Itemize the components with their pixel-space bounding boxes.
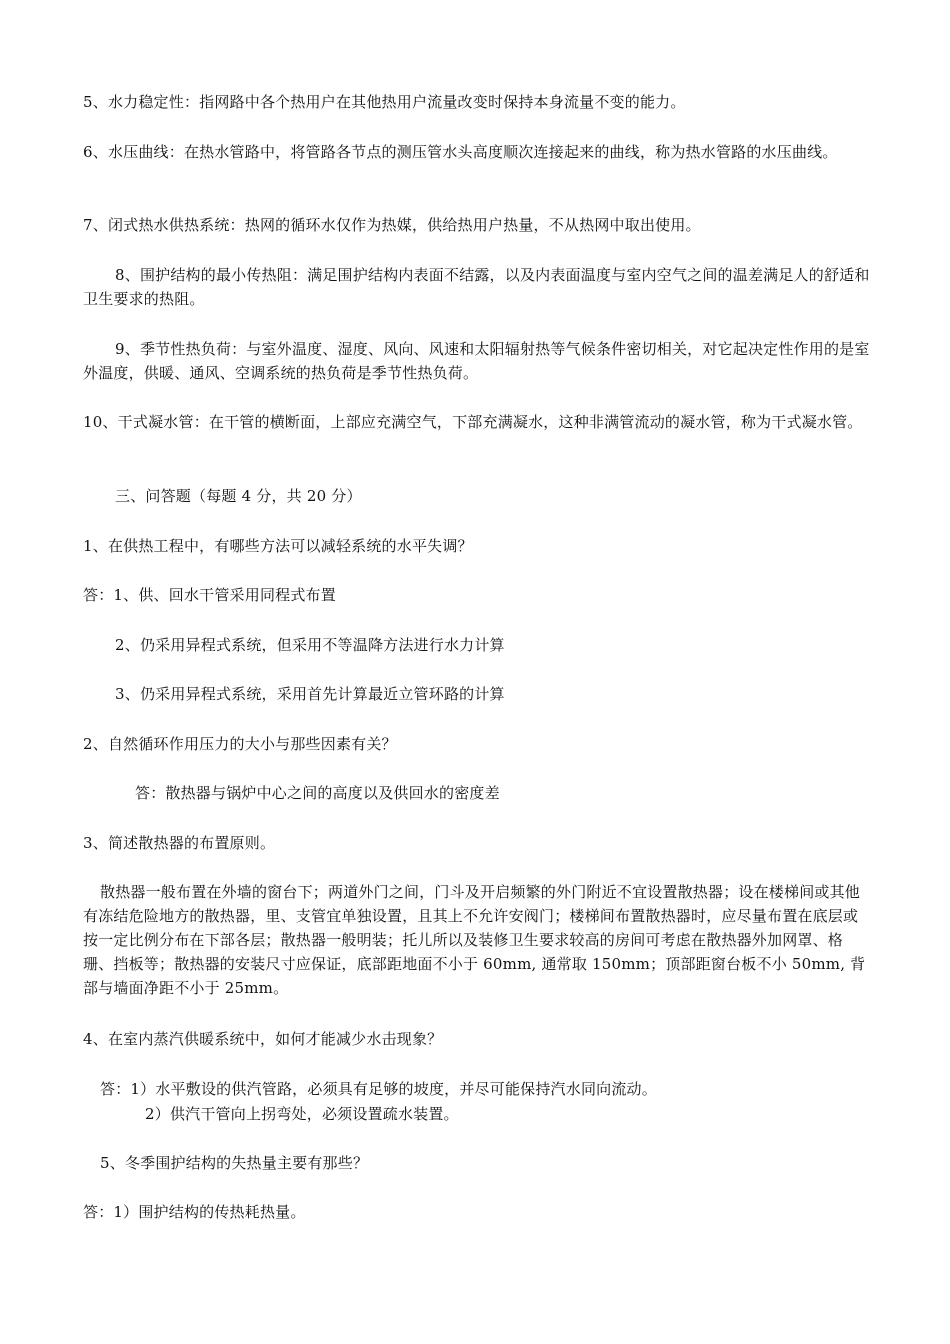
question-1: 1、在供热工程中，有哪些方法可以减轻系统的水平失调？ xyxy=(83,537,473,555)
definition-7: 7、闭式热水供热系统：热网的循环水仅作为热媒，供给热用户热量，不从热网中取出使用。 xyxy=(83,216,701,234)
answer-5-item-1: 答：1）围护结构的传热耗热量。 xyxy=(83,1203,306,1221)
answer-1-item-3: 3、仍采用异程式系统，采用首先计算最近立管环路的计算 xyxy=(115,685,505,703)
answer-3: 散热器一般布置在外墙的窗台下；两道外门之间，门斗及开启频繁的外门附近不宜设置散热器；设在楼梯间或其他有冻结危险地方的散热器，里、支管宜单独设置，且其上不允许安阀门；楼梯间布置散热器时，应尽量布置在底层或按一定比例分布在下部各层；散热器一般明装；托儿所以及装修卫生要求较高的房间可考虑在散热器外加网罩、格珊、挡板等；散热器的安装尺寸应保证，底部距地面不小于 60mm, 通常取 150mm；顶部距窗台板不小 50mm, 背部与墙面净距不小于 25mm。 xyxy=(83,883,866,997)
answer-1-item-2: 2、仍采用异程式系统，但采用不等温降方法进行水力计算 xyxy=(115,636,505,654)
question-4: 4、在室内蒸汽供暖系统中，如何才能减少水击现象？ xyxy=(83,1030,443,1048)
question-3: 3、简述散热器的布置原则。 xyxy=(83,834,276,852)
question-5: 5、冬季围护结构的失热量主要有那些？ xyxy=(100,1154,369,1172)
section-heading: 三、问答题（每题 4 分，共 20 分） xyxy=(115,487,362,505)
question-2: 2、自然循环作用压力的大小与那些因素有关？ xyxy=(83,735,397,753)
answer-4-item-1: 答：1）水平敷设的供汽管路，必须具有足够的坡度，并尽可能保持汽水同向流动。 xyxy=(100,1080,657,1098)
answer-4-item-2: 2）供汽干管向上拐弯处，必须设置疏水装置。 xyxy=(145,1105,459,1123)
definition-5: 5、水力稳定性：指网路中各个热用户在其他热用户流量改变时保持本身流量不变的能力。 xyxy=(83,93,686,111)
definition-10: 10、干式凝水管：在干管的横断面，上部应充满空气，下部充满凝水，这种非满管流动的凝水管，称为干式凝水管。 xyxy=(83,413,863,431)
answer-1-item-1: 答：1、供、回水干管采用同程式布置 xyxy=(83,586,336,604)
answer-2: 答：散热器与锅炉中心之间的高度以及供回水的密度差 xyxy=(135,784,500,802)
definition-8: 8、围护结构的最小传热阻：满足围护结构内表面不结露，以及内表面温度与室内空气之间的温差满足人的舒适和卫生要求的热阻。 xyxy=(83,266,870,308)
definition-6: 6、水压曲线：在热水管路中，将管路各节点的测压管水头高度顺次连接起来的曲线，称为热水管路的水压曲线。 xyxy=(83,143,838,161)
definition-9: 9、季节性热负荷：与室外温度、湿度、风向、风速和太阳辐射热等气候条件密切相关，对它起决定性作用的是室外温度，供暖、通风、空调系统的热负荷是季节性热负荷。 xyxy=(83,340,870,382)
